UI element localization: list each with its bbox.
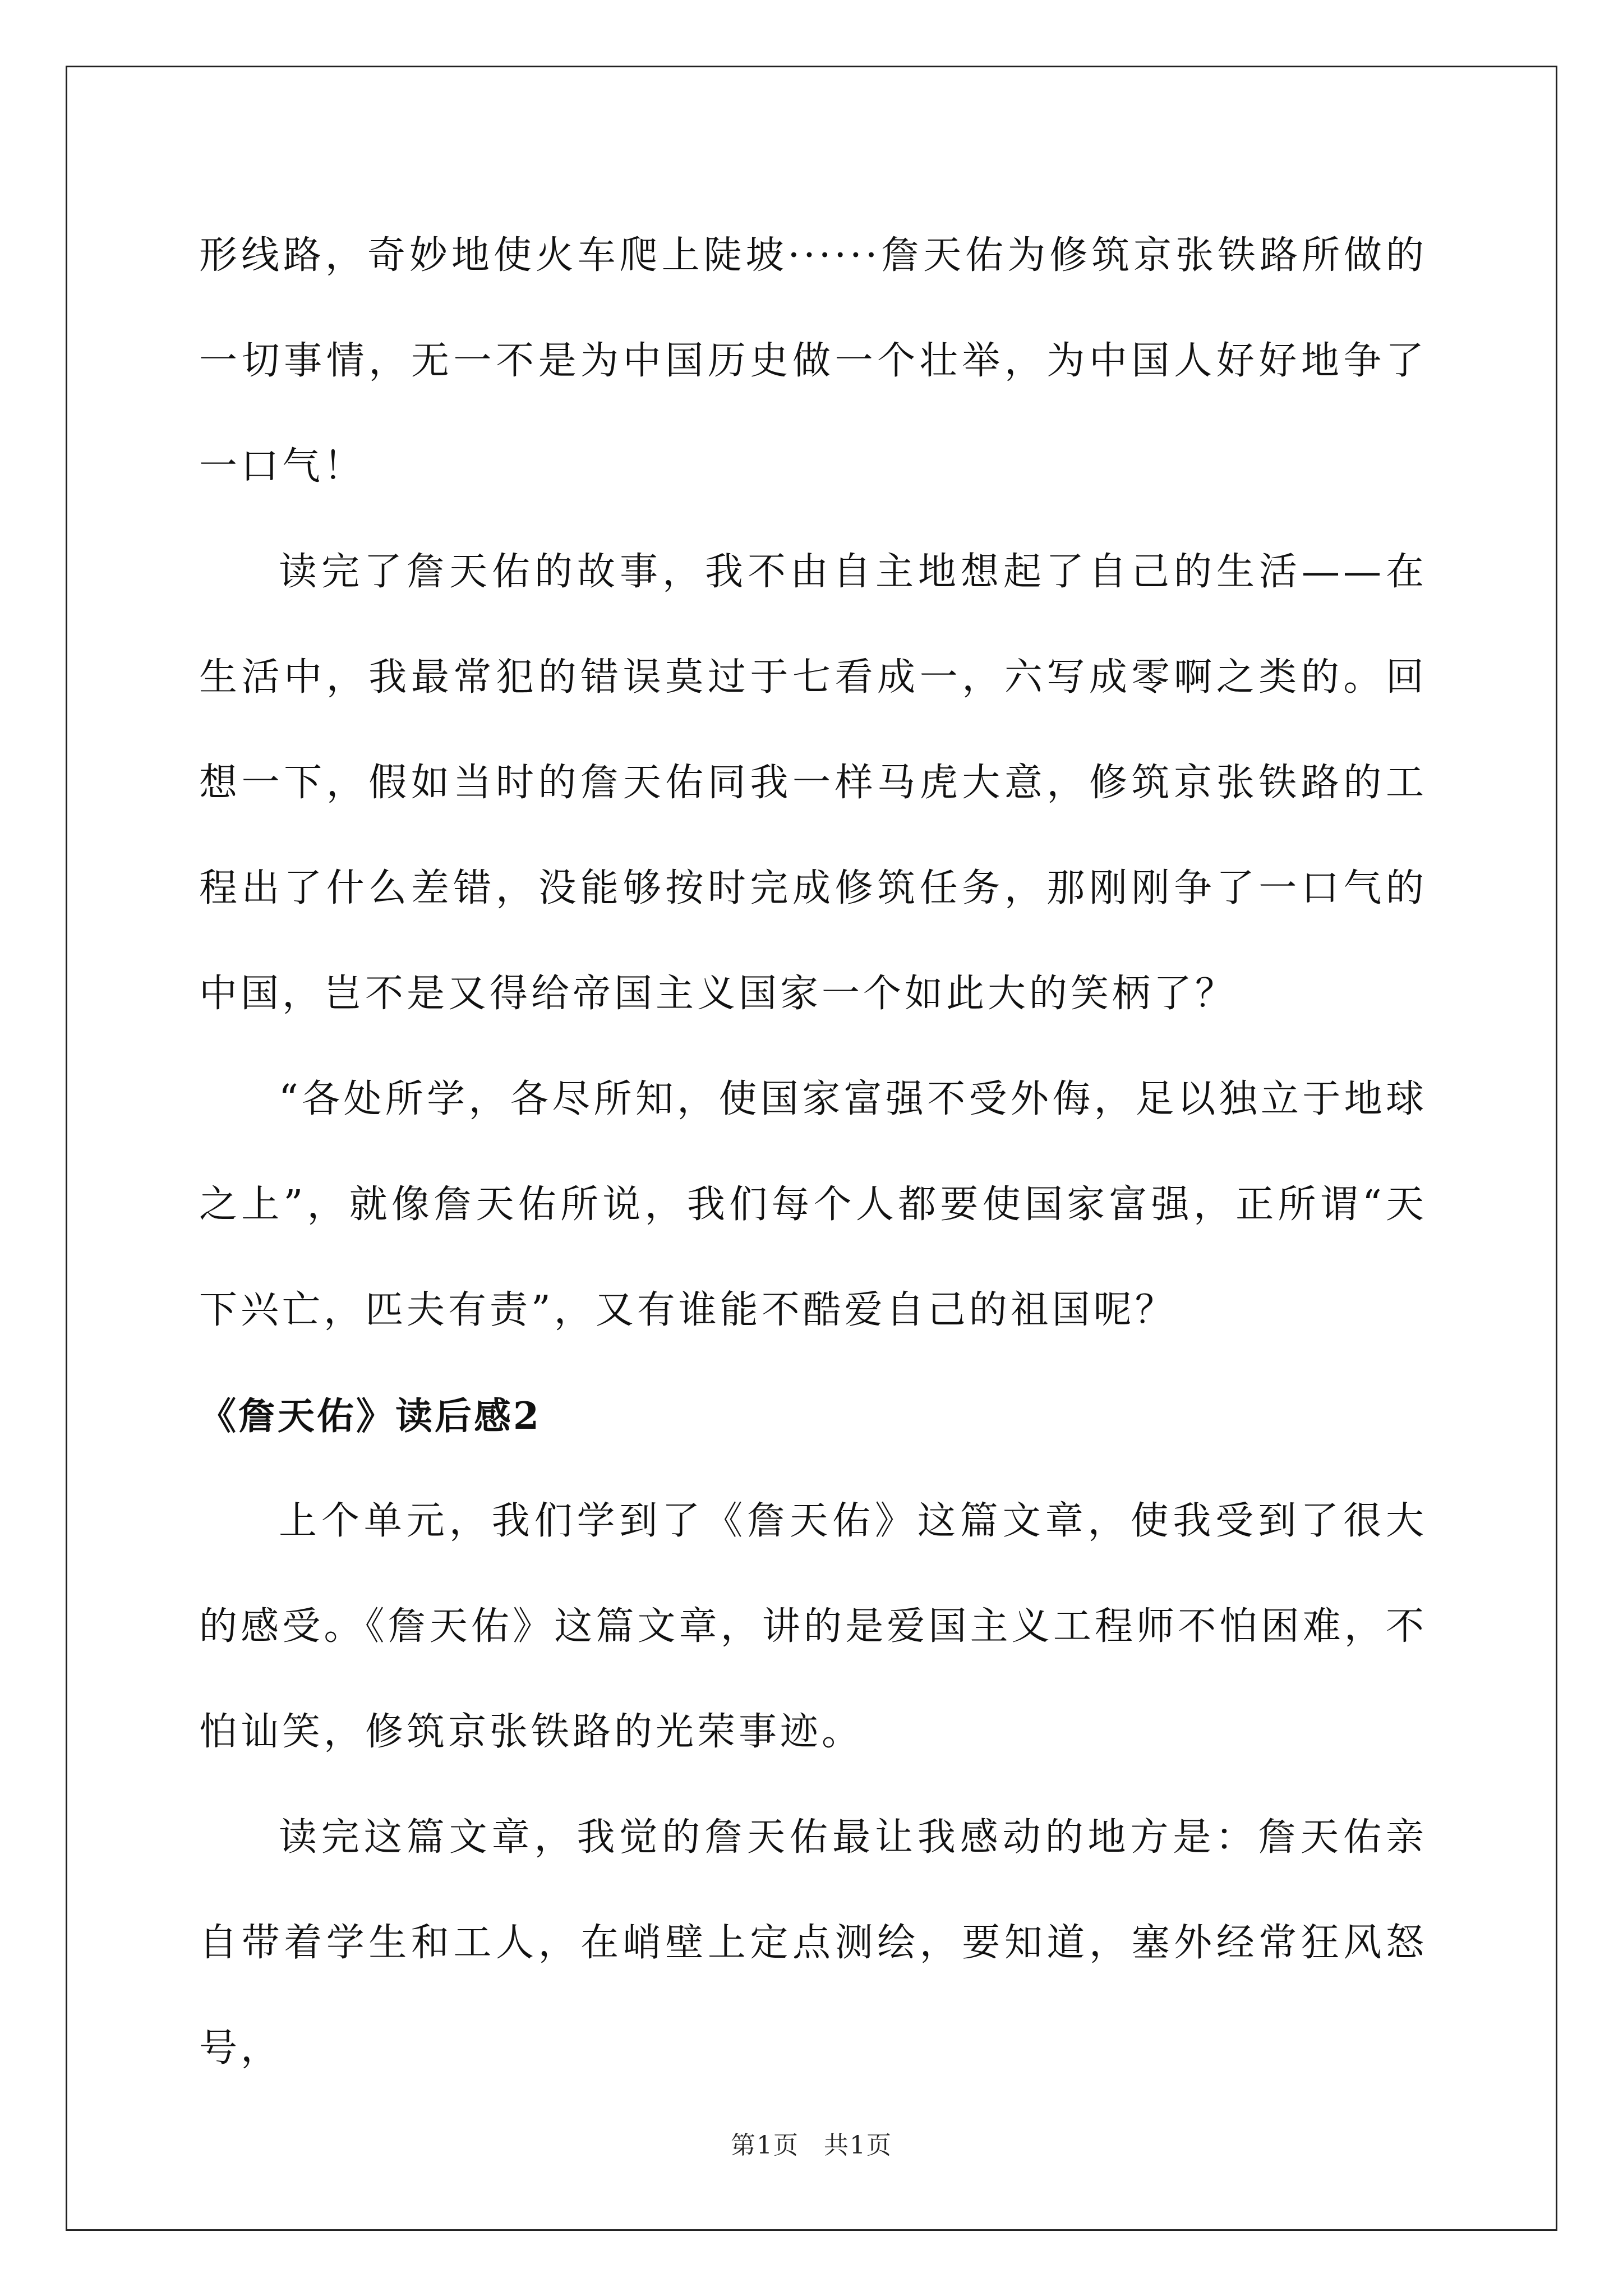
section-title: 《詹天佑》读后感2	[199, 1394, 541, 1438]
section-paragraph-2: 读完这篇文章，我觉的詹天佑最让我感动的地方是：詹天佑亲自带着学生和工人，在峭壁上定点测绘，要知道，塞外经常狂风怒号，	[199, 1815, 1427, 2070]
page-number-total: 共1页	[824, 2131, 892, 2160]
paragraph-1: 形线路，奇妙地使火车爬上陡坡······詹天佑为修筑京张铁路所做的一切事情，无一不是为中国历史做一个壮举，为中国人好好地争了一口气！	[199, 233, 1427, 489]
paragraph-3: “各处所学，各尽所知，使国家富强不受外侮，足以独立于地球之上”，就像詹天佑所说，我们每个人都要使国家富强，正所谓“天下兴亡，匹夫有责”，又有谁能不酷爱自己的祖国呢？	[199, 1077, 1427, 1332]
page-number-current: 第1页	[731, 2131, 799, 2160]
section-paragraph-1: 上个单元，我们学到了《詹天佑》这篇文章，使我受到了很大的感受。《詹天佑》这篇文章，讲的是爱国主义工程师不怕困难，不怕讪笑，修筑京张铁路的光荣事迹。	[199, 1499, 1427, 1754]
paragraph-2: 读完了詹天佑的故事，我不由自主地想起了自己的生活——在生活中，我最常犯的错误莫过于七看成一，六写成零啊之类的。回想一下，假如当时的詹天佑同我一样马虎大意，修筑京张铁路的工程出了什么差错，没能够按时完成修筑任务，那刚刚争了一口气的中国，岂不是又得给帝国主义国家一个如此大的笑柄了？	[199, 550, 1427, 1016]
document-body	[199, 203, 1427, 2101]
page-footer	[0, 2129, 1623, 2162]
